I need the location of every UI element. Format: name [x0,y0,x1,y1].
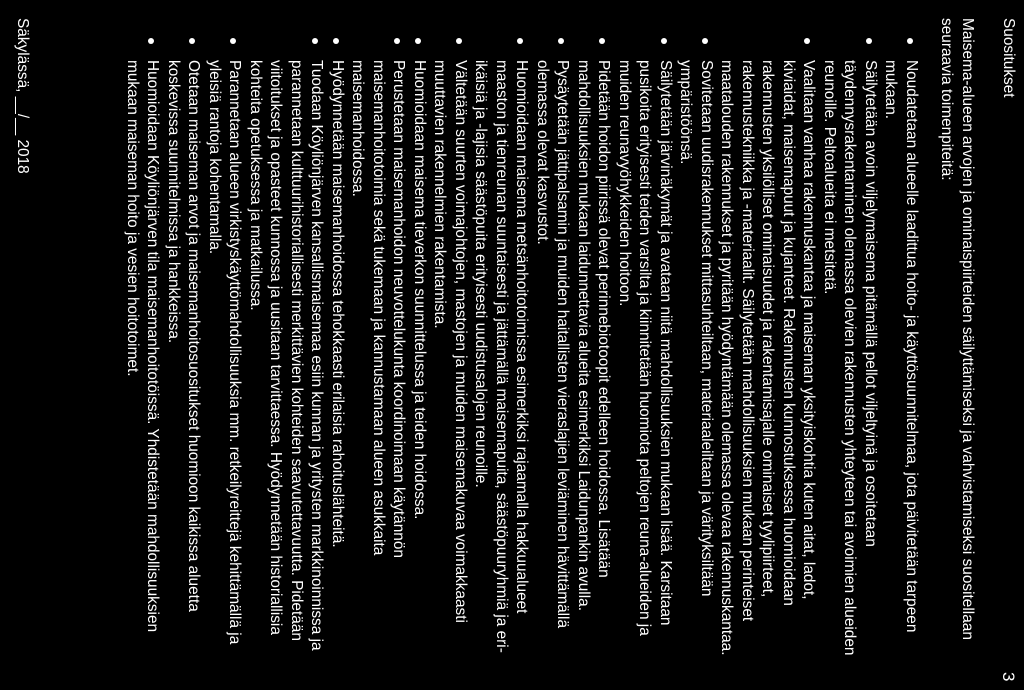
list-item-text: Säilytetään avoin viljelymaisema pitämällä pellot viljeltyinä ja osoitetaan täydennysrakentaminen olemassa olevien rakennusten yhteyteen tai avoimien alueiden reunoille. Peltoalueita ei metsitetä. [821,60,879,656]
list-item-text: Pidetään hoidon piirissä olevat perinnebiotoopit edelleen hoidossa. Lisätään mahdollisuuksien mukaan laidunnettavia alueita esimerkiksi Laidunpankin avulla. [575,60,613,611]
list-item [573,18,614,658]
list-item-text: Huomioidaan Köyliönjärven tila maisemanhoitotöissä. Yhdistetään mahdollisuuksien mukaan maiseman hoito ja vesien hoitotoimet. [124,60,162,633]
list-item [532,18,573,658]
list-item-text: Huomioidaan maisema metsänhoitotoimissa esimerkiksi rajaamalla hakkuualueet maaston ja tienreunan suuntaisesti ja jättämällä maisemapuita, säästöpuuryhmiä ja eri-ikäisiä ja -lajisia säästöpuita erityisesti uudistusalojen reunoille. [472,60,531,653]
list-item [429,18,470,658]
bullet-icon [805,38,811,44]
bullet-icon [907,38,913,44]
list-item-text: Parannetaan alueen virkistyskäyttömahdollisuuksia mm. retkeilyreittejä kehittämällä ja yleisiä rantoja kohentamalla. [206,60,244,645]
page-number: 3 [999,672,1018,682]
bullet-icon [600,38,606,44]
bullet-icon [559,38,565,44]
bullet-icon [866,38,872,44]
list-item-text: Huomioidaan maisema tieverkon suunnittelussa ja teiden hoidossa. [411,60,428,520]
bullet-icon [149,38,155,44]
list-item [245,18,327,658]
bullet-icon [231,38,237,44]
list-item [675,18,716,658]
list-item [327,18,348,658]
list-item [819,18,881,658]
bullet-icon [702,38,708,44]
signature-line: Säkylässä, __/__ 2018 [14,18,31,174]
list-item [204,18,245,658]
list-item [347,18,409,658]
list-item-text: Sovitetaan uudisrakennukset mittasuhteiltaan, materiaaleiltaan ja värityksiltään ympäristöönsä. [677,60,715,597]
list-item [163,18,204,658]
list-item [716,18,819,658]
list-item [614,18,676,658]
intro-paragraph: Maisema-alueen arvojen ja ominaispiirteiden säilyttämiseksi ja vahvistamiseksi suositellaan seuraavia toimenpiteitä: [938,18,976,640]
list-item-text: Noudatetaan alueelle laadittua hoito- ja käyttösuunnitelmaa, jota päivitetään tarpeen mukaan. [882,60,920,633]
list-item [409,18,430,658]
bullet-icon [395,38,401,44]
list-item-text: Hyödynnetään maisemanhoidossa tehokkaasti erilaisia rahoituslähteitä. [329,60,346,548]
list-item-text: Vaalitaan vanhaa rakennuskantaa ja maiseman yksityiskohtia kuten aitat, ladot, kiviaidat, maisemapuut ja kujanteet. Rakennusten kunnostuksessa huomioidaan rakennusten yksilölliset ominaisuudet ja rakentamisajalle ominaiset tyylipiirteet, rakennustekniikka ja -materiaalit. Säilytetään mahdollisuuksien mukaan perinteiset maatalouden rakennukset ja pyritään hyödyntämään olemassa olevaa rakennuskantaa. [718,60,818,656]
bullet-icon [661,38,667,44]
list-item-text: Perustetaan maisemanhoidon neuvottelukunta koordinoimaan käytännön maisemanhoitotoimia sekä tukemaan ja kannustamaan alueen asukkaita maisemanhoidossa. [349,60,408,558]
bullet-icon [333,38,339,44]
bullet-icon [518,38,524,44]
list-item [122,18,163,658]
bullet-icon [456,38,462,44]
section-heading: Suositukset [1000,18,1017,98]
list-item [880,18,921,658]
list-item-text: Otetaan maiseman arvot ja maisemanhoitosuositukset huomioon kaikissa aluetta koskevissa suunnitelmissa ja hankkeissa. [165,60,203,612]
list-item-text: Säilytetään järvinäkymät ja avataan niitä mahdollisuuksien mukaan lisää. Karsitaan pusikoita erityisesti teiden varsilta ja kiinnitetään huomiota peltojen reuna-alueiden ja muiden reunavyöhykkeiden hoitoon. [616,60,674,636]
recommendation-list [122,18,922,658]
bullet-icon [415,38,421,44]
list-item-text: Vältetään suurten voimajohtojen, mastojen ja muiden maisemakuvaa voimakkaasti muuttavien rakennelmien rakentamista. [431,60,469,623]
list-item-text: Pysäytetään jättipalsamin ja muiden haitallisten vieraslajien leviäminen hävittämällä olemassa olevat kasvustot. [534,60,572,629]
bullet-icon [190,38,196,44]
list-item [470,18,532,658]
list-item-text: Tuodaan Köyliönjärven kansallismaisemaa esiin kunnan ja yritysten markkinoinnissa ja parannetaan kulttuurihistoriallisesti merkittävien kohteiden saavutettavuutta. Pidetään viitoitukset ja opasteet kunnossa ja uusitaan tarvittaessa. Hyödynnetään historiallisia kohteita opetuksessa ja matkailussa. [247,60,326,651]
bullet-icon [313,38,319,44]
